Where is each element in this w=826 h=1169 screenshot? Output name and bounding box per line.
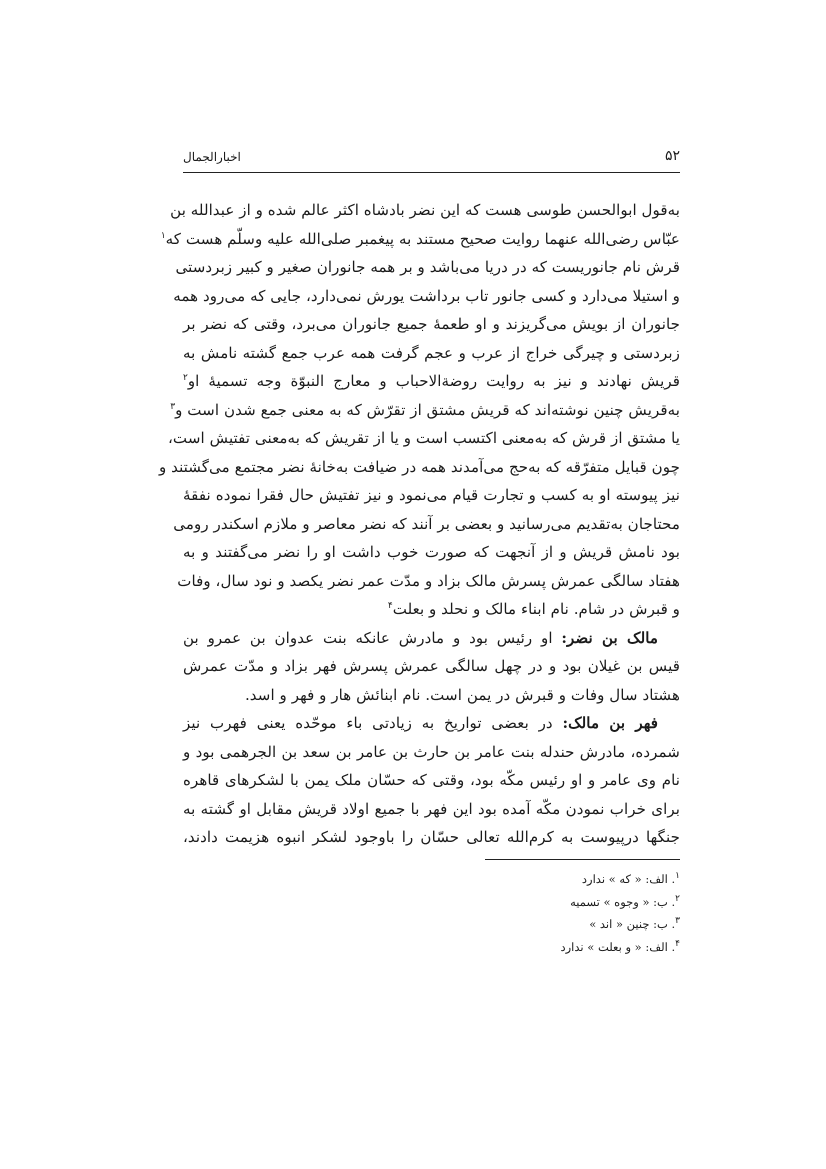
text-line: جانوران از بویش می‌گریزند و او طعمهٔ جمیع جانوران می‌برد، وقتی که نضر بر xyxy=(183,315,680,333)
footnotes xyxy=(483,868,680,958)
footnote-marker: ۱ xyxy=(160,230,166,241)
footnote-text: . الف: « که » ندارد xyxy=(581,872,676,886)
footnote-item xyxy=(483,936,680,959)
text-line: جنگها درپیوست به کرم‌الله تعالی حسّان را باوجود لشکر انبوه هزیمت دادند، xyxy=(183,828,680,846)
body-text xyxy=(158,196,680,852)
section-heading: مالک بن نضر: xyxy=(561,628,658,647)
footnote-number: ۲ xyxy=(675,893,680,904)
footnote-marker: ۳ xyxy=(170,401,176,412)
text-line: شمرده، مادرش حندله بنت عامر بن حارث بن عامر بن سعد بن الجرهمی بود و xyxy=(183,742,680,761)
text-line: به‌قریش چنین نوشته‌اند که قریش مشتق از تقرّش که به معنی جمع شدن است و$^۳$ xyxy=(170,400,680,419)
section-heading: فهر بن مالک: xyxy=(562,714,659,732)
footnote-marker: ۴ xyxy=(387,600,393,611)
footnote-item xyxy=(483,913,680,936)
text-line: فهر بن مالک: در بعضی تواریخ به زیادتی باء موحّده یعنی فهرب نیز xyxy=(183,714,659,732)
footnote-text: . ب: چنین « اند » xyxy=(589,917,676,931)
footnote-item xyxy=(483,868,680,891)
text-line: بود نامش قریش و از آنجهت که صورت خوب داشت او را نضر می‌گفتند و به xyxy=(183,543,680,561)
text-line: و استیلا می‌دارد و کسی جانور تاب برداشت یورش نمی‌دارد، جایی که می‌رود همه xyxy=(173,286,680,305)
running-title: اخبارالجمال xyxy=(183,150,241,164)
text-line: یا مشتق از قرش که به‌معنی اکتسب است و یا از تقریش که به‌معنی تفتیش است، xyxy=(168,429,680,447)
text-line: مالک بن نضر: او رئیس بود و مادرش عانکه بنت عدوان بن عمرو بن xyxy=(183,628,658,647)
text-line: عبّاس رضی‌الله عنهما روایت صحیح مستند به پیغمبر صلی‌الله علیه وسلّم هست که$^۱$ xyxy=(160,229,680,248)
footnote-number: ۴ xyxy=(675,938,680,949)
text-line: چون قبایل متفرّقه که به‌حج می‌آمدند همه در ضیافت به‌خانهٔ نضر مجتمع می‌گشتند و xyxy=(158,457,680,476)
text-line: قریش نهادند و نیز به روایت روضةالاحباب و معارج النبوّة وجه تسمیهٔ او$^۲$ xyxy=(183,372,680,390)
footnote-text: . الف: « و بعلت » ندارد xyxy=(560,939,676,954)
text-line: قرش نام جانوریست که در دریا می‌باشد و بر همه جانوران صغیر و کبیر زبردستی xyxy=(175,258,680,276)
page-header xyxy=(183,146,680,173)
text-line: محتاجان به‌تقدیم می‌رسانید و بعضی بر آنند که نضر معاصر و ملازم اسکندر رومی xyxy=(173,514,680,533)
page-number: ۵۲ xyxy=(664,148,680,164)
footnote-marker: ۲ xyxy=(183,372,188,383)
text-line: زبردستی و چیرگی خراج از عرب و عجم گرفت همه عرب جمع گشته نامش به xyxy=(183,343,680,362)
footnote-text: . ب: « وجوه » تسمیه xyxy=(570,894,676,909)
text-line: هفتاد سالگی عمرش پسرش مالک بزاد و مدّت عمر نضر یکصد و نود سال، وفات xyxy=(177,571,680,590)
footnote-divider xyxy=(485,859,680,860)
text-line: هشتاد سال وفات و قبرش در یمن است. نام ابنائش هار و فهر و اسد. xyxy=(244,685,680,704)
footnote-number: ۳ xyxy=(675,916,680,927)
text-line: و قبرش در شام. نام ابناء مالک و نحلد و بعلت$^۴$ xyxy=(387,600,680,618)
text-line: برای خراب نمودن مکّه آمده بود این فهر با جمیع اولاد قریش مقابل او گشته به xyxy=(183,799,680,818)
text-line: به‌قول ابوالحسن طوسی هست که این نضر بادشاه اکثر عالم شده و از عبدالله بن xyxy=(170,201,680,219)
footnote-item xyxy=(483,891,680,914)
text-line: قیس بن غیلان بود و در چهل سالگی عمرش پسرش فهر بزاد و مدّت عمرش xyxy=(183,657,680,675)
footnote-number: ۱ xyxy=(675,871,680,882)
text-line: نام وی عامر و او رئیس مکّه بود، وقتی که حسّان ملک یمن با لشکرهای قاهره xyxy=(183,771,680,789)
text-line: نیز پیوسته او به کسب و تجارت قیام می‌نمود و نیز تفتیش حال فقرا نموده نفقهٔ xyxy=(183,486,680,504)
